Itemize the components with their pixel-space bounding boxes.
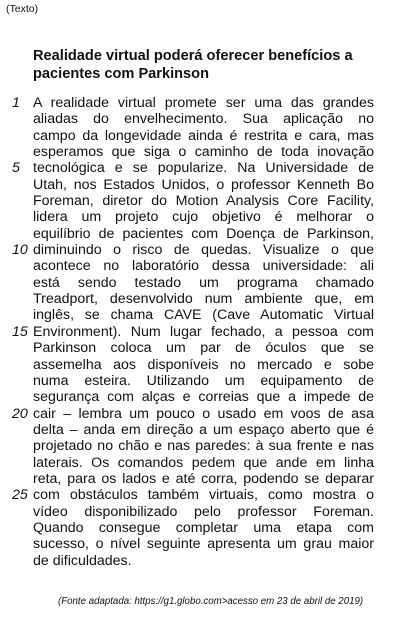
line-text: com obstáculos também virtuais, como mostra o — [33, 487, 374, 504]
text-line — [0, 111, 401, 127]
line-text: numa esteira. Utilizando um equipamento de — [33, 372, 374, 389]
text-line — [0, 406, 401, 422]
text-line — [0, 291, 401, 307]
article-title: Realidade virtual poderá oferecer benefícios a pacientes com Parkinson — [33, 48, 353, 82]
section-label: (Texto) — [6, 3, 39, 15]
line-text: Utah, nos Estados Unidos, o professor Kenneth Bo — [33, 176, 374, 193]
line-text: Foreman, diretor do Motion Analysis Core Facility, — [33, 193, 374, 210]
text-line — [0, 487, 401, 503]
text-line — [0, 275, 401, 291]
line-text: reta, para os lados e até corra, podendo se deparar — [33, 470, 374, 487]
text-line — [0, 373, 401, 389]
text-line — [0, 553, 401, 569]
text-line — [0, 504, 401, 520]
line-text: assemelha aos disponíveis no mercado e sobe — [33, 356, 374, 373]
text-line — [0, 193, 401, 209]
line-text: cair – lembra um pouco o usado em voos de asa — [33, 405, 374, 422]
line-text: sucesso, o nível seguinte apresenta um grau maior — [33, 536, 374, 553]
text-line — [0, 209, 401, 225]
text-line — [0, 455, 401, 471]
text-line — [0, 471, 401, 487]
line-text: diminuindo o risco de quedas. Visualize o que — [33, 242, 374, 259]
line-text: aliadas do envelhecimento. Sua aplicação no — [33, 111, 374, 128]
line-text: segurança com alças e correias que a impede de — [33, 389, 374, 406]
article-body — [0, 95, 401, 569]
source-citation: (Fonte adaptada: https://g1.globo.com>acesso em 23 de abril de 2019) — [58, 596, 364, 607]
line-text: Treadport, desenvolvido num ambiente que, em — [33, 291, 374, 308]
line-text: projetado no chão e nas paredes: à sua frente e nas — [33, 438, 374, 455]
line-text: esperamos que siga o caminho de toda inovação — [33, 144, 374, 161]
text-line — [0, 340, 401, 356]
text-line — [0, 307, 401, 323]
line-text: Environment). Num lugar fechado, a pessoa com — [33, 323, 374, 340]
text-line — [0, 389, 401, 405]
line-number: 15 — [12, 323, 28, 340]
line-text: lidera um projeto cujo objetivo é melhorar o — [33, 209, 374, 226]
line-number: 1 — [12, 95, 20, 111]
line-text: campo da longevidade ainda é restrita e cara, mas — [33, 127, 374, 144]
text-line — [0, 226, 401, 242]
line-text: Quando consegue completar uma etapa com — [33, 519, 374, 536]
line-number: 20 — [12, 405, 28, 422]
line-text: vídeo disponibilizado pelo professor Foreman. — [33, 503, 374, 520]
line-text: delta – anda em direção a um espaço aberto que é — [33, 421, 374, 438]
text-line — [0, 144, 401, 160]
text-line — [0, 520, 401, 536]
text-line — [0, 357, 401, 373]
line-number: 25 — [12, 487, 28, 504]
line-text: Parkinson coloca um par de óculos que se — [33, 340, 374, 357]
text-line — [0, 536, 401, 552]
line-text: de dificuldades. — [33, 552, 132, 569]
line-number: 5 — [12, 160, 20, 177]
line-text: A realidade virtual promete ser uma das grandes — [33, 95, 374, 111]
text-line — [0, 95, 401, 111]
line-text: inglês, se chama CAVE (Cave Automatic Virtual — [33, 307, 374, 324]
line-text: laterais. Os comandos pedem que ande em linha — [33, 454, 374, 471]
line-text: equilíbrio de pacientes com Doença de Parkinson, — [33, 225, 374, 242]
text-line — [0, 128, 401, 144]
text-line — [0, 324, 401, 340]
text-line — [0, 160, 401, 176]
line-text: tecnológica e se popularize. Na Universidade de — [33, 160, 374, 177]
text-line — [0, 242, 401, 258]
text-line — [0, 438, 401, 454]
line-number: 10 — [12, 242, 28, 259]
text-line — [0, 258, 401, 274]
text-line — [0, 177, 401, 193]
line-text: está sendo testado um programa chamado — [33, 274, 374, 291]
line-text: acontece no laboratório dessa universidade: ali — [33, 258, 374, 275]
text-line — [0, 422, 401, 438]
